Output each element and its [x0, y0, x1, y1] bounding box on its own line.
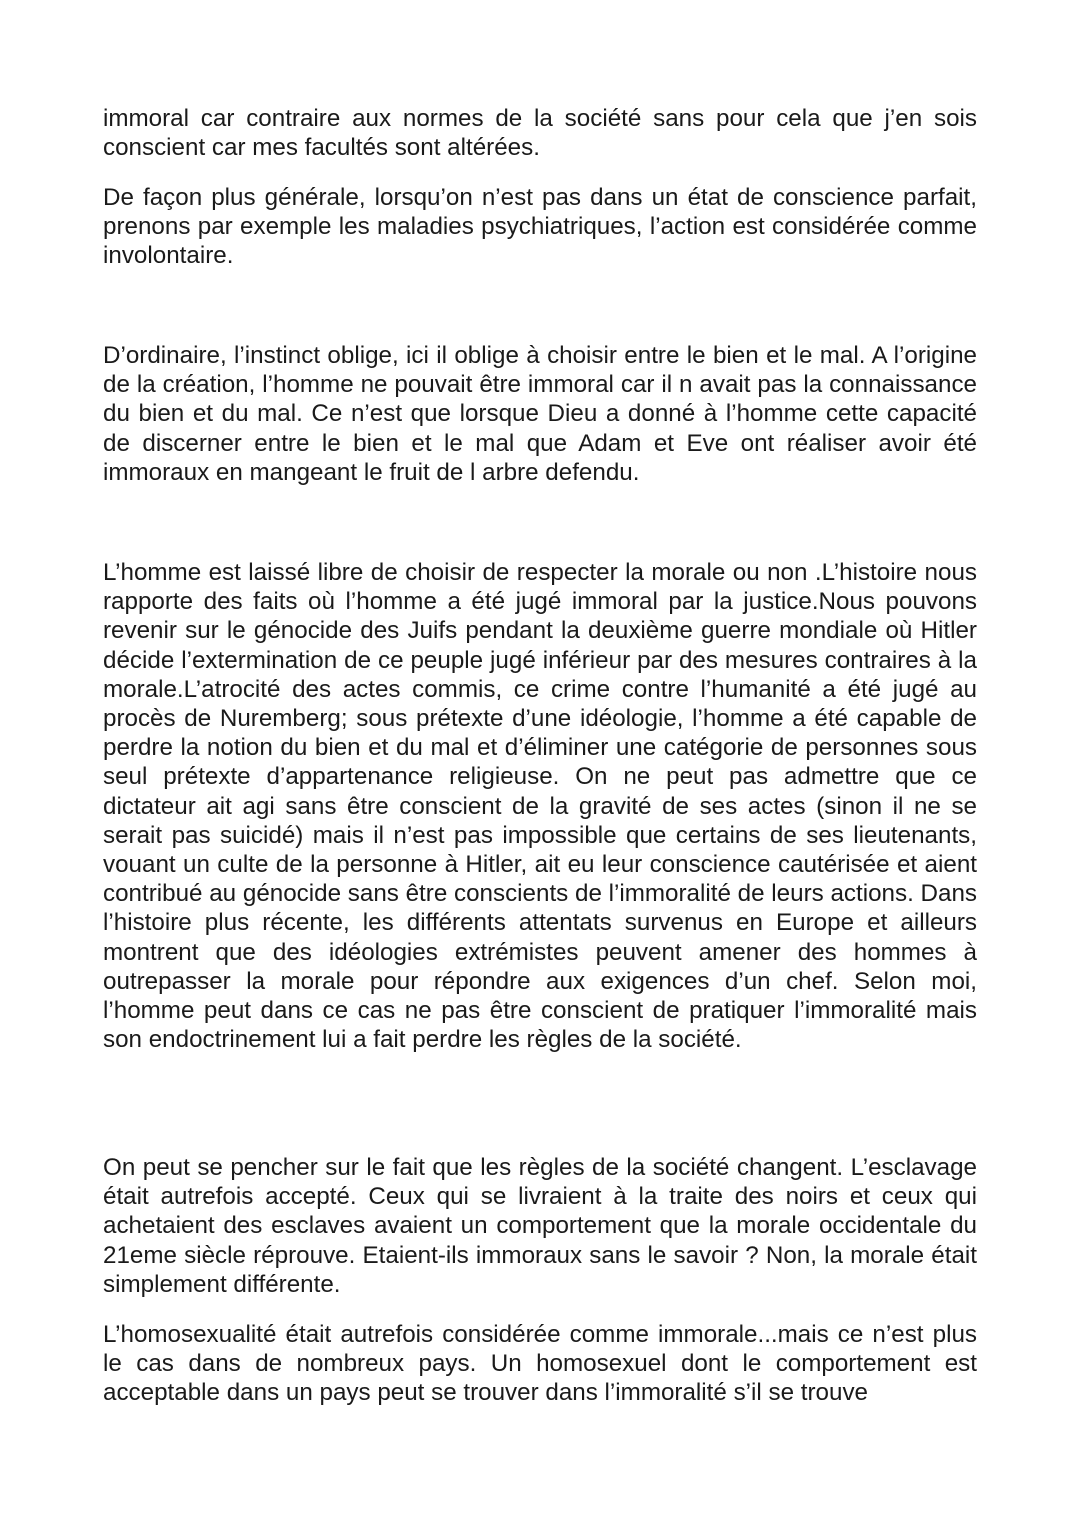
paragraph-2: De façon plus générale, lorsqu’on n’est pas dans un état de conscience parfait, prenons par exemple les maladies psychiatriques, l’action est considérée comme involontaire.	[103, 184, 977, 270]
paragraph-1: immoral car contraire aux normes de la société sans pour cela que j’en sois conscient car mes facultés sont altérées.	[103, 105, 977, 162]
paragraph-3: D’ordinaire, l’instinct oblige, ici il oblige à choisir entre le bien et le mal. A l’origine de la création, l’homme ne pouvait être immoral car il n avait pas la connaissance du bien et du mal. Ce n’est que lorsque Dieu a donné à l’homme cette capacité de discerner entre le bien et le mal que Adam et Eve ont réaliser avoir été immoraux en mangeant le fruit de l arbre defendu.	[103, 342, 977, 486]
paragraph-5: On peut se pencher sur le fait que les règles de la société changent. L’esclavage était autrefois accepté. Ceux qui se livraient à la traite des noirs et ceux qui achetaient des esclaves avaient un comportement que la morale occidentale du 21eme siècle réprouve. Etaient-ils immoraux sans le savoir ? Non, la morale était simplement différente.	[103, 1154, 977, 1298]
paragraph-6: L’homosexualité était autrefois considérée comme immorale...mais ce n’est plus le cas dans de nombreux pays. Un homosexuel dont le comportement est acceptable dans un pays peut se trouver dans l’immoralité s’il se trouve	[103, 1321, 977, 1407]
paragraph-4: L’homme est laissé libre de choisir de respecter la morale ou non .L’histoire nous rapporte des faits où l’homme a été jugé immoral par la justice.Nous pouvons revenir sur le génocide des Juifs pendant la deuxième guerre mondiale où Hitler décide l’extermination de ce peuple jugé inférieur par des mesures contraires à la morale.L’atrocité des actes commis, ce crime contre l’humanité a été jugé au procès de Nuremberg; sous prétexte d’une idéologie, l’homme a été capable de perdre la notion du bien et du mal et d’éliminer une catégorie de personnes sous seul prétexte d’appartenance religieuse. On ne peut pas admettre que ce dictateur ait agi sans être conscient de la gravité de ses actes (sinon il ne se serait pas suicidé) mais il n’est pas impossible que certains de ses lieutenants, vouant un culte de la personne à Hitler, ait eu leur conscience cautérisée et aient contribué au génocide sans être conscients de l’immoralité de leurs actions. Dans l’histoire plus récente, les différents attentats survenus en Europe et ailleurs montrent que des idéologies extrémistes peuvent amener des hommes à outrepasser la morale pour répondre aux exigences d’un chef. Selon moi, l’homme peut dans ce cas ne pas être conscient de pratiquer l’immoralité mais son endoctrinement lui a fait perdre les règles de la société.	[103, 559, 977, 1054]
